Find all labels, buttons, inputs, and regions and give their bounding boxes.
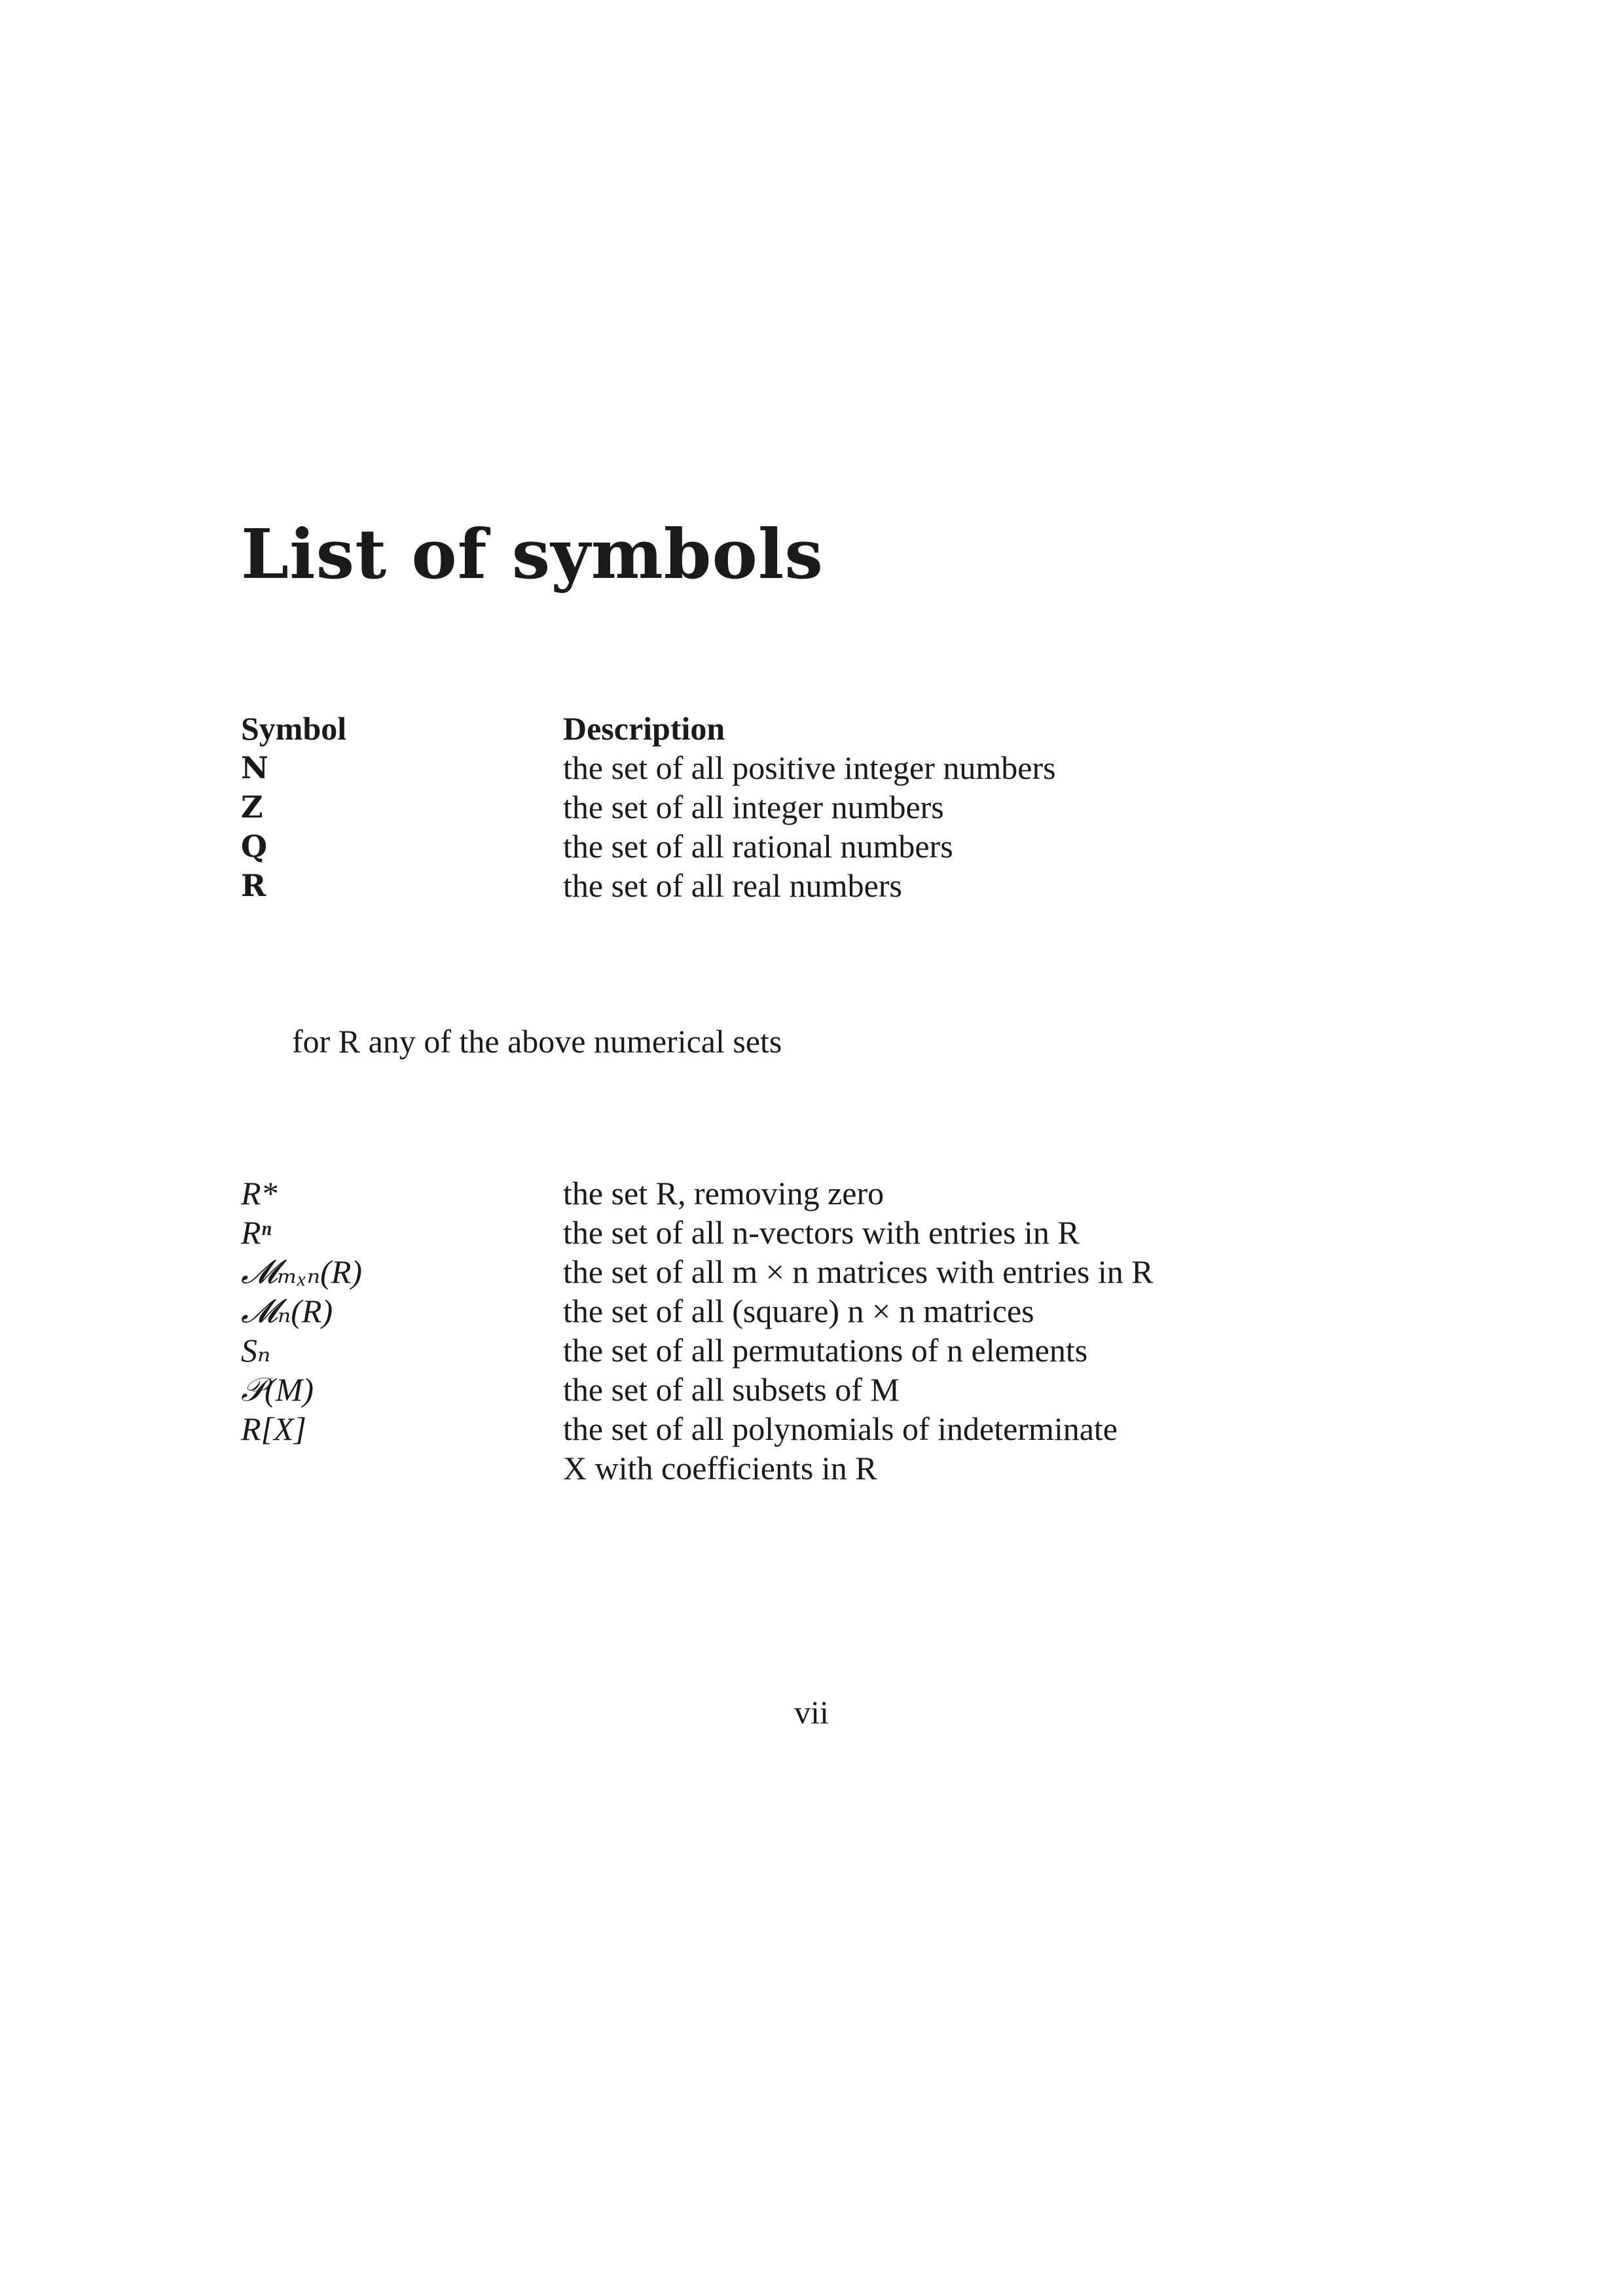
symbol-cell: R	[241, 868, 266, 903]
table-row	[241, 1409, 1419, 1488]
symbol-cell: 𝒫(M)	[241, 1371, 314, 1408]
page-number: vii	[794, 1694, 829, 1731]
page-title: List of symbols	[241, 514, 824, 594]
table-row	[241, 1174, 1419, 1213]
description-line: the set of all polynomials of indeterminate	[563, 1410, 1118, 1447]
description-column-header: Description	[563, 710, 725, 747]
table-row	[241, 1252, 1419, 1291]
symbol-table-derived-sets	[241, 1174, 1419, 1488]
table-row	[241, 1291, 1419, 1331]
table-row	[241, 787, 1419, 827]
description-cell: the set of all permutations of n elements	[563, 1332, 1088, 1369]
symbol-cell: 𝓜ₘₓₙ(R)	[241, 1253, 362, 1290]
description-cell: the set of all (square) n × n matrices	[563, 1293, 1034, 1329]
numerical-sets-note: for R any of the above numerical sets	[292, 1023, 782, 1060]
symbol-table-number-sets	[241, 709, 1419, 905]
description-cell: the set of all integer numbers	[563, 789, 944, 825]
symbol-cell: R*	[241, 1175, 278, 1211]
description-cell: the set of all real numbers	[563, 867, 902, 904]
symbol-cell: R[X]	[241, 1410, 306, 1447]
symbol-cell: N	[241, 750, 269, 785]
description-cell: the set of all n-vectors with entries in R	[563, 1214, 1080, 1251]
symbol-cell: Q	[241, 829, 268, 864]
description-cell: the set R, removing zero	[563, 1175, 884, 1211]
description-cell: the set of all rational numbers	[563, 828, 953, 865]
table-row	[241, 866, 1419, 905]
description-cell	[563, 1409, 1118, 1488]
symbol-cell: Rⁿ	[241, 1214, 272, 1251]
symbol-cell: 𝓜ₙ(R)	[241, 1293, 333, 1329]
table-row	[241, 1370, 1419, 1409]
description-cell: the set of all positive integer numbers	[563, 749, 1056, 786]
description-continuation-line: X with coefficients in R	[563, 1450, 877, 1486]
table-row	[241, 748, 1419, 787]
description-cell: the set of all m × n matrices with entries in R	[563, 1253, 1154, 1290]
symbol-cell: Z	[241, 789, 263, 825]
table-row	[241, 1331, 1419, 1370]
table-header-row	[241, 709, 1419, 748]
table-row	[241, 827, 1419, 866]
symbol-column-header: Symbol	[241, 710, 347, 747]
symbol-cell: Sₙ	[241, 1332, 271, 1369]
description-cell: the set of all subsets of M	[563, 1371, 900, 1408]
table-row	[241, 1213, 1419, 1252]
